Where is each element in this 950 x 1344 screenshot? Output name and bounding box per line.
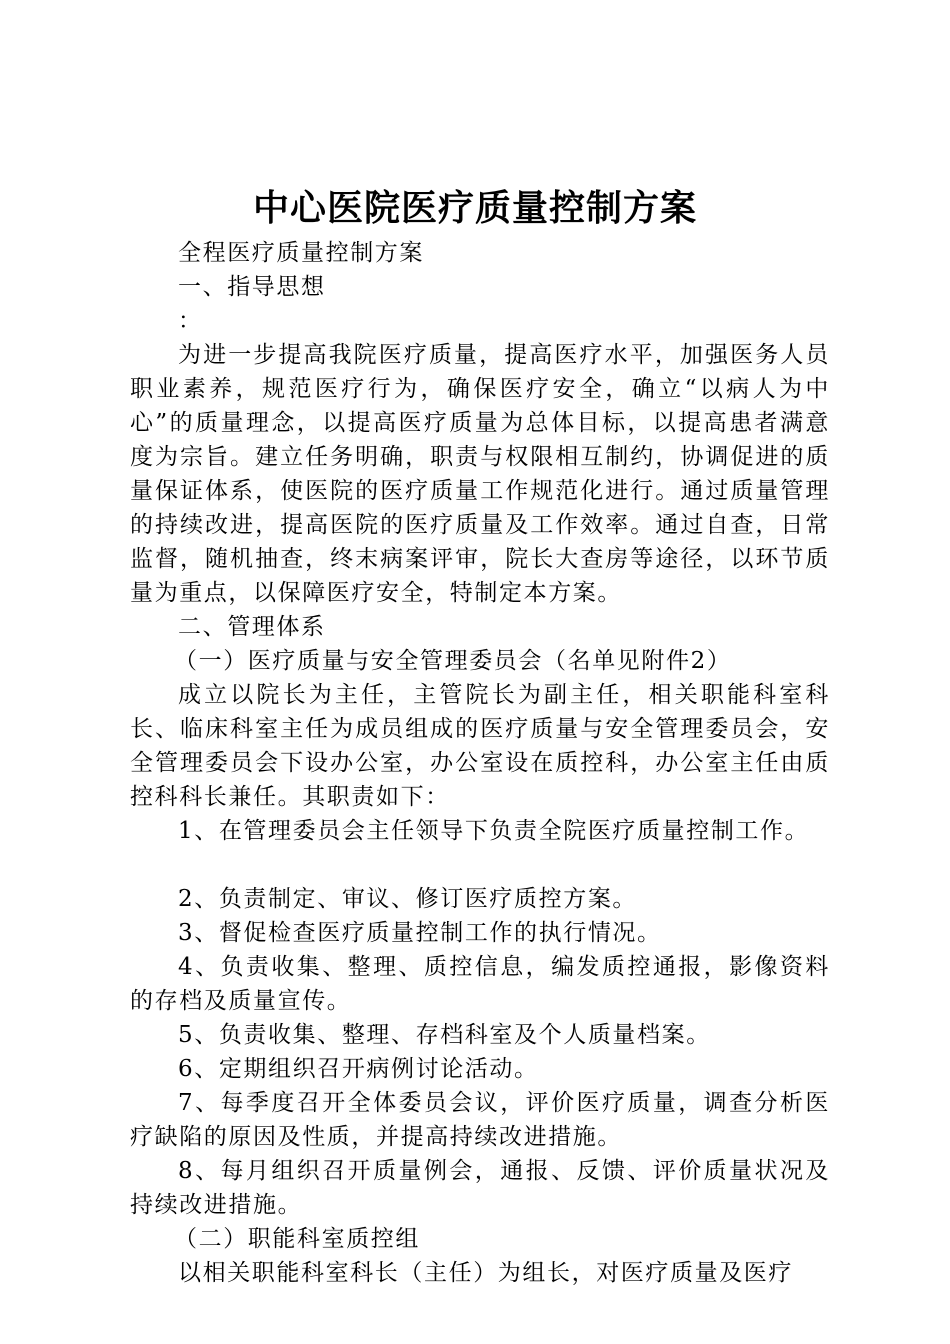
list-item-3: 3、督促检查医疗质量控制工作的执行情况。 [178,920,662,946]
document-body [130,236,830,1290]
paragraph-qc-group: 以相关职能科室科长（主任）为组长，对医疗质量及医疗 [178,1260,793,1286]
heading-guiding-ideology: 一、指导思想 [178,274,326,300]
document-title: 中心医院医疗质量控制方案 [252,188,697,229]
list-item-6: 6、定期组织召开病例讨论活动。 [178,1056,539,1082]
list-item-7: 7、每季度召开全体委员会议，评价医疗质量，调查分析医疗缺陷的原因及性质，并提高持续改进措施。 [130,1090,830,1150]
blank-line [130,848,830,882]
list-item-2: 2、负责制定、审议、修订医疗质控方案。 [178,886,638,912]
heading-management-system: 二、管理体系 [178,614,326,640]
paragraph-committee-setup: 成立以院长为主任，主管院长为副主任，相关职能科室科长、临床科室主任为成员组成的医疗质量与安全管理委员会，安全管理委员会下设办公室，办公室设在质控科，办公室主任由质控科科长兼任。其职责如下： [130,682,830,810]
heading-functional-qc-group: （二）职能科室质控组 [174,1226,420,1252]
paragraph-subtitle: 全程医疗质量控制方案 [178,240,424,266]
paragraph-colon: ： [178,308,203,334]
paragraph-purpose: 为进一步提高我院医疗质量，提高医疗水平，加强医务人员职业素养，规范医疗行为，确保医疗安全，确立“以病人为中心”的质量理念，以提高医疗质量为总体目标，以提高患者满意度为宗旨。建立任务明确，职责与权限相互制约，协调促进的质量保证体系，使医院的医疗质量工作规范化进行。通过质量管理的持续改进，提高医院的医疗质量及工作效率。通过自查，日常监督，随机抽查，终末病案评审，院长大查房等途径，以环节质量为重点，以保障医疗安全，特制定本方案。 [130,342,830,606]
list-item-8: 8、每月组织召开质量例会，通报、反馈、评价质量状况及持续改进措施。 [130,1158,830,1218]
list-item-5: 5、负责收集、整理、存档科室及个人质量档案。 [178,1022,711,1048]
list-item-1: 1、在管理委员会主任领导下负责全院医疗质量控制工作。 [178,818,810,844]
heading-committee: （一）医疗质量与安全管理委员会（名单见附件2） [174,648,732,674]
list-item-4: 4、负责收集、整理、质控信息，编发质控通报，影像资料的存档及质量宣传。 [130,954,830,1014]
